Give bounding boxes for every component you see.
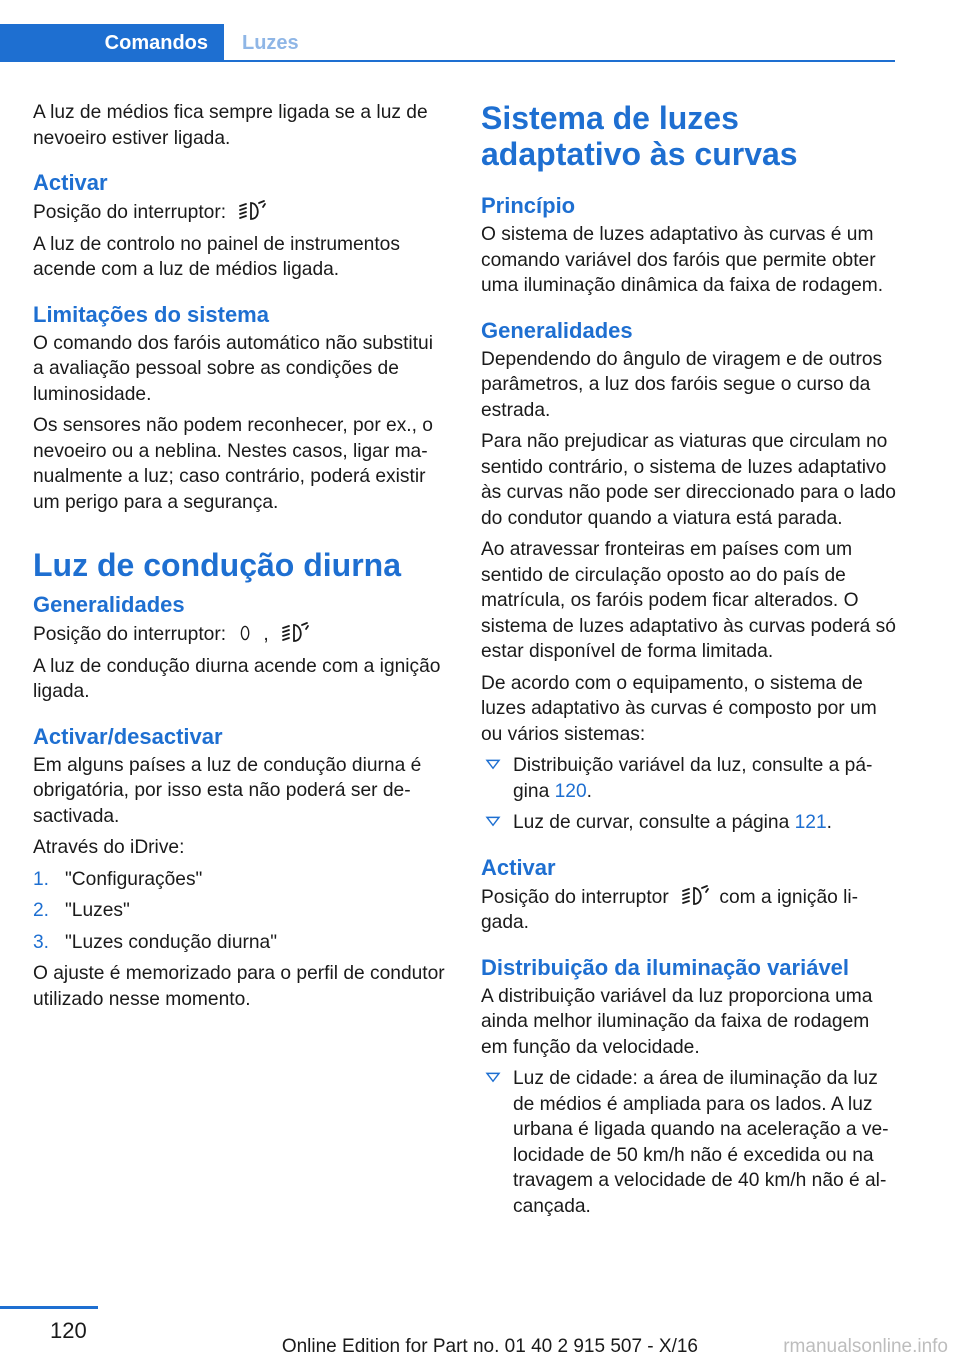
- switch-position-line: [33, 199, 445, 226]
- auto-headlight-icon: [680, 884, 710, 908]
- paragraph: A luz de médios fica sempre ligada se a luz de nevoeiro estiver ligada.: [33, 102, 428, 149]
- paragraph: A luz de condução diurna acende com a ignição ligada.: [33, 655, 441, 702]
- tab-luzes-label: Luzes: [242, 31, 299, 54]
- bullet-triangle-icon: [486, 817, 501, 827]
- period: .: [826, 812, 832, 833]
- paragraph: O comando dos faróis automático não substitui a avaliação pessoal sobre as condições de luminosidade.: [33, 332, 433, 405]
- heading-distribuicao: Distribuição da iluminação variável: [481, 954, 850, 980]
- paragraph: Para não prejudicar as viaturas que circulam no sentido contrário, o sistema de luzes adaptativo às curvas não pode ser direccionado para o lado do condutor quando a viatura está parada.: [481, 431, 896, 529]
- step-text: "Configurações": [65, 868, 203, 890]
- list-item: [481, 753, 897, 804]
- paragraph: Em alguns países a luz de condução diurna é obrigatória, por isso esta não poderá ser desactivada.: [33, 754, 422, 827]
- auto-headlight-icon: [280, 621, 310, 645]
- bullet-triangle-icon: [486, 760, 501, 770]
- step-number: 3.: [33, 931, 50, 953]
- paragraph: De acordo com o equipamento, o sistema de luzes adaptativo às curvas é composto por um ou vários sistemas:: [481, 672, 877, 745]
- paragraph: O sistema de luzes adaptativo às curvas é um comando variável dos faróis que permite obter uma iluminação dinâmica da faixa de rodagem.: [481, 224, 884, 296]
- switch-off-icon: [237, 621, 259, 645]
- switch-label: Posição do interruptor:: [33, 624, 227, 645]
- comma: ,: [263, 624, 269, 645]
- tab-comandos-label: Comandos: [104, 31, 208, 54]
- step-text: "Luzes": [65, 900, 130, 921]
- list-item: [33, 867, 445, 893]
- tab-comandos[interactable]: [0, 24, 224, 62]
- heading-generalidades: Generalidades: [33, 592, 185, 617]
- heading-activar: Activar: [33, 170, 108, 195]
- page-link-120[interactable]: 120: [554, 780, 587, 802]
- paragraph: Os sensores não podem reconhecer, por ex., o nevoeiro ou a neblina. Nestes casos, ligar manualmente a luz; caso contrário, poderá existir um perigo para a segurança.: [33, 415, 433, 513]
- paragraph: Através do iDrive:: [33, 837, 185, 858]
- heading-activar: Activar: [481, 854, 556, 880]
- list-item: [33, 898, 445, 924]
- list-item: [481, 810, 897, 836]
- bullet-text: Luz de curvar, consulte a página: [513, 812, 790, 833]
- bullet-text: Luz de cidade: a área de iluminação da luz de médios é ampliada para os lados. A luz urbana é ligada quando na aceleração a velocidade de 50 km/h não é excedida ou na travagem a velocidade de 40 km/h não é alcançada.: [513, 1068, 889, 1217]
- page-number: 120: [50, 1318, 87, 1343]
- tab-luzes[interactable]: [224, 24, 299, 62]
- period: .: [586, 780, 592, 802]
- step-number: 1.: [33, 868, 50, 890]
- header-rule: [224, 60, 895, 62]
- heading-generalidades: Generalidades: [481, 317, 633, 343]
- bullet-triangle-icon: [486, 1073, 501, 1083]
- bullet-text: Distribuição variável da luz, consulte a página: [513, 755, 873, 802]
- footer-rule: [0, 1306, 98, 1309]
- distribution-list: [481, 1066, 897, 1219]
- left-column: [33, 100, 445, 1018]
- heading-activar-desactivar: Activar/desactivar: [33, 723, 223, 749]
- heading-limitacoes: Limitações do sistema: [33, 301, 269, 327]
- switch-text: com a ignição ligada.: [481, 886, 859, 933]
- step-number: 2.: [33, 900, 50, 921]
- page-link-121[interactable]: 121: [794, 812, 827, 833]
- switch-label: Posição do interruptor:: [33, 202, 227, 223]
- switch-position-line: [33, 621, 445, 648]
- watermark: rmanualsonline.info: [783, 1336, 948, 1357]
- header-tabs: [0, 24, 895, 62]
- paragraph: Ao atravessar fronteiras em países com um sentido de circulação oposto ao do país de matrícula, os faróis podem ficar alterados. O sistema de luzes adaptativo às curvas poderá só estar disponível de forma limitada.: [481, 539, 896, 662]
- right-column: [481, 100, 897, 1225]
- idrive-steps: [33, 867, 445, 956]
- paragraph: Dependendo do ângulo de viragem e de outros parâmetros, a luz dos faróis segue o curso da estrada.: [481, 348, 883, 421]
- heading-sistema-adaptativo: Sistema de luzes adaptativo às curvas: [481, 100, 798, 172]
- step-text: "Luzes condução diurna": [65, 931, 278, 953]
- heading-luz-conducao-diurna: Luz de condução diurna: [33, 547, 402, 583]
- list-item: [481, 1066, 897, 1219]
- switch-label: Posição do interruptor: [481, 886, 669, 908]
- switch-position-line: [481, 884, 897, 936]
- systems-list: [481, 753, 897, 836]
- auto-headlight-icon: [237, 199, 267, 223]
- paragraph: O ajuste é memorizado para o perfil de condutor utilizado nesse momento.: [33, 963, 445, 1010]
- online-edition-text: Online Edition for Part no. 01 40 2 915 507 - X/16: [281, 1336, 698, 1357]
- paragraph: A distribuição variável da luz proporciona uma ainda melhor iluminação da faixa de rodagem em função da velocidade.: [481, 985, 873, 1058]
- paragraph: A luz de controlo no painel de instrumentos acende com a luz de médios ligada.: [33, 233, 400, 280]
- list-item: [33, 930, 445, 956]
- heading-principio: Princípio: [481, 193, 576, 218]
